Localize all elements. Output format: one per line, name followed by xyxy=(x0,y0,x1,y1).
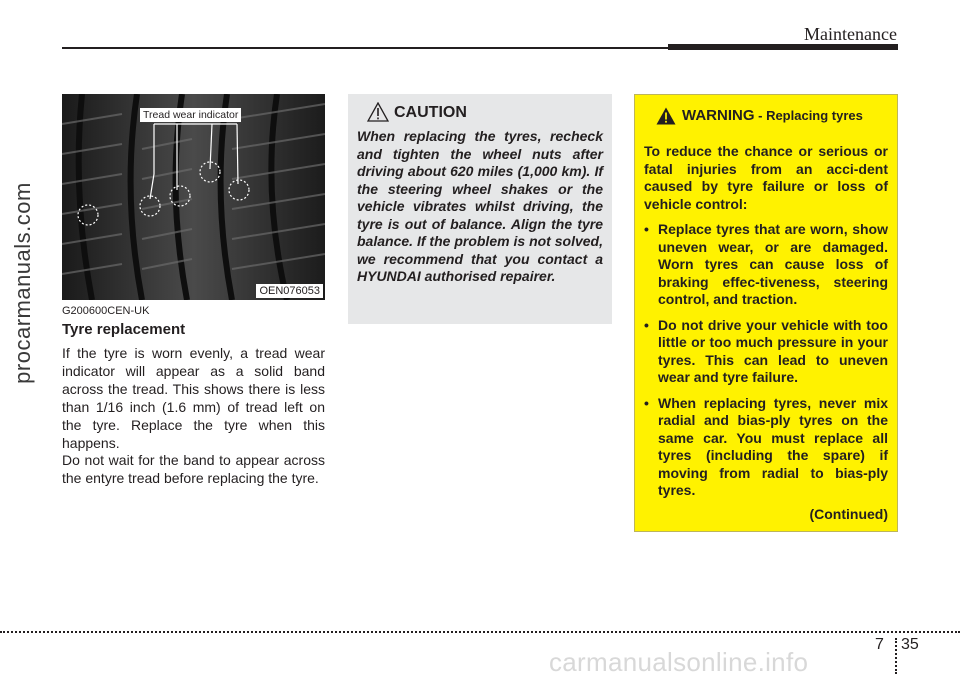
body-paragraph: If the tyre is worn evenly, a tread wear indicator will appear as a solid band across the tread. This shows there is less than 1/16 inch (1.6 mm) of tread left on the tyre. Replace the tyre when this happens. xyxy=(62,345,325,451)
warning-triangle-icon xyxy=(656,107,676,125)
bullet-icon: • xyxy=(644,394,649,411)
caution-text: When replacing the tyres, recheck and tighten the wheel nuts after driving about 620 miles (1,000 km). If the steering wheel shakes or the vehicle vibrates whilst driving, the tyre is out of balance. Align the tyre balance. If the problem is not solved, we recommend that you contact a HYUNDAI authorised repairer. xyxy=(357,128,603,284)
caution-box xyxy=(348,94,612,324)
warning-list-item xyxy=(644,317,888,387)
warning-intro: To reduce the chance or serious or fatal injuries from an acci-dent caused by tyre failure or loss of vehicle control: xyxy=(644,143,888,212)
caution-triangle-icon xyxy=(367,102,389,122)
warning-list-item xyxy=(644,221,888,309)
page-number: 35 xyxy=(901,636,919,653)
side-watermark: procarmanuals.com xyxy=(10,182,35,384)
caution-title: CAUTION xyxy=(394,104,467,121)
warning-title: WARNING xyxy=(682,107,755,124)
warning-list xyxy=(644,221,888,500)
page-number-divider xyxy=(895,638,897,674)
section-code: G200600CEN-UK xyxy=(62,305,150,317)
warning-item-text: Replace tyres that are worn, show uneven wear, or are damaged. Worn tyres can cause loss of braking effec-tiveness, steering control, and traction. xyxy=(658,221,888,307)
warning-box xyxy=(634,94,898,532)
footer-rule xyxy=(0,631,960,633)
tread-wear-photo xyxy=(62,94,325,300)
body-paragraph: Do not wait for the band to appear across the entyre tread before replacing the tyre. xyxy=(62,452,325,486)
warning-subtitle: - Replacing tyres xyxy=(758,108,863,123)
warning-heading xyxy=(682,107,882,124)
figure-code: OEN076053 xyxy=(256,284,323,298)
warning-list-item xyxy=(644,395,888,500)
warning-item-text: Do not drive your vehicle with too little or too much pressure in your tyres. This can lead to uneven wear and tyre failure. xyxy=(658,316,888,385)
section-heading: Tyre replacement xyxy=(62,321,186,338)
running-header-title: Maintenance xyxy=(804,24,897,44)
chapter-number: 7 xyxy=(875,636,884,653)
bullet-icon: • xyxy=(644,221,649,237)
warning-item-text: When replacing tyres, never mix radial and bias-ply tyres on the same car. You must replace all tyres (including the spare) if moving from radial to bias-ply tyres. xyxy=(658,394,888,498)
header-accent-bar xyxy=(668,44,898,50)
bottom-watermark: carmanualsonline.info xyxy=(549,647,809,677)
tread-wear-indicator-callout: Tread wear indicator xyxy=(140,108,241,122)
bullet-icon: • xyxy=(644,316,649,333)
continued-note: (Continued) xyxy=(809,505,888,522)
tyre-tread-illustration xyxy=(62,94,325,300)
